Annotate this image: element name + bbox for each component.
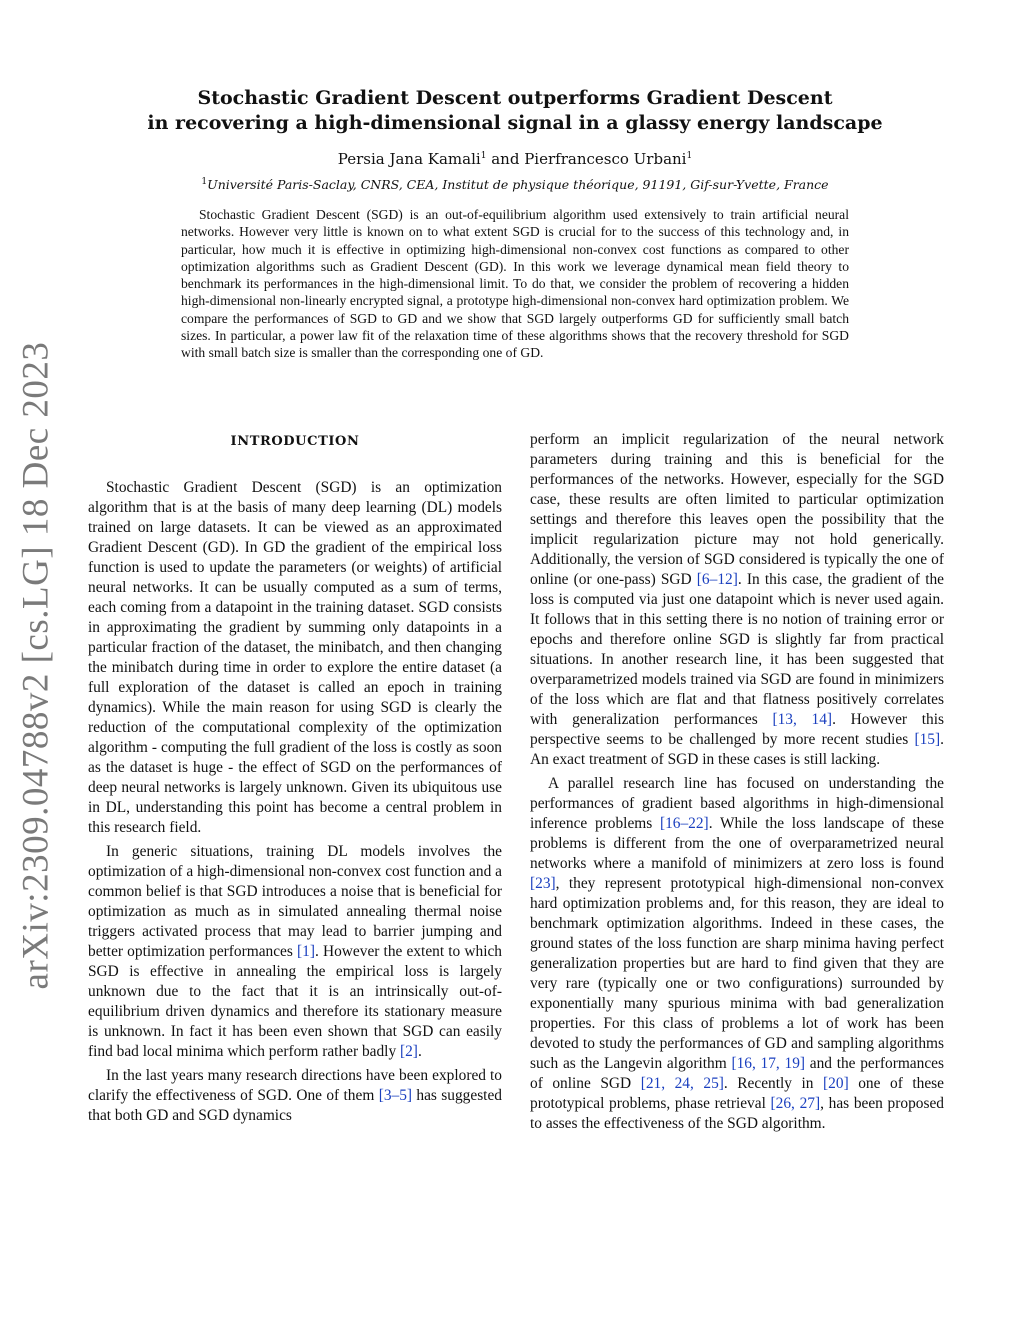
author-list: [130, 150, 900, 168]
citation-link[interactable]: [6–12]: [696, 571, 738, 588]
paragraph: [530, 430, 944, 770]
citation-link[interactable]: [13, 14]: [772, 711, 833, 728]
citation-link[interactable]: [16–22]: [659, 815, 709, 832]
left-column: [88, 430, 502, 1130]
affiliation-text: Université Paris-Saclay, CNRS, CEA, Institut de physique théorique, 91191, Gif-sur-Yvette, France: [207, 177, 829, 193]
citation-link[interactable]: [1]: [297, 943, 315, 960]
paragraph-text: , they represent prototypical high-dimensional non-convex hard optimization problems and, for this reason, they are ideal to benchmark optimization algorithms. Indeed in these cases, the ground states of the loss function are sharp minima having perfect generalization properties but are hard to find given that they are very rare (typically one or two configurations) surrounded by exponentially many spurious minima with bad generalization properties. For this class of problems a lot of work has been devoted to study the performances of GD and sampling algorithms such as the Langevin algorithm: [530, 875, 944, 1072]
paragraph-text: has suggested that both GD and SGD dynamics: [88, 1087, 502, 1124]
section-heading: INTRODUCTION: [230, 434, 360, 449]
paragraph: Stochastic Gradient Descent (SGD) is an optimization algorithm that is at the basis of many deep learning (DL) models trained on large datasets. It can be viewed as an approximated Gradient Descent (GD). In GD the gradient of the empirical loss function is used to update the parameters (or weights) of artificial neural networks. It can be usually computed as a sum of terms, each coming from a datapoint in the training dataset. SGD consists in approximating the gradient by summing only datapoints in a particular fraction of the dataset, the minibatch, and then changing the minibatch during time in order to explore the entire dataset (a full exploration of the dataset is called an epoch in training dynamics). While the main reason for using SGD is clearly the reduction of the computational complexity of the optimization algorithm - computing the full gradient of the loss is costly as soon as the dataset is huge - the effect of SGD on the performances of deep neural networks is largely unknown. Given its ubiquitous use in DL, understanding this point has become a central problem in this research field.: [88, 479, 502, 836]
right-column: [530, 430, 944, 1138]
arxiv-identifier-text: arXiv:2309.04788v2 [cs.LG] 18 Dec 2023: [15, 341, 57, 989]
citation-link[interactable]: [2]: [399, 1043, 418, 1060]
paragraph-text: one of these prototypical problems, phase retrieval: [530, 1075, 944, 1112]
paragraph-text: . An exact treatment of SGD in these cases is still lacking.: [530, 731, 944, 768]
citation-link[interactable]: [16, 17, 19]: [731, 1055, 806, 1072]
paragraph-text: . While the loss landscape of these problems is different from the one of overparametrized neural networks where a manifold of minimizers at zero loss is found: [530, 815, 944, 872]
author-affiliation-mark: 1: [686, 151, 693, 161]
author-connector: and: [491, 150, 520, 168]
citation-link[interactable]: [26, 27]: [770, 1095, 821, 1112]
paragraph-text: and the performances of online SGD: [530, 1055, 944, 1092]
paragraph-text: . However the extent to which SGD is effective in annealing the empirical loss is largely unknown due to the fact that it is an intrinsically out-of-equilibrium driven dynamics and therefore its stationary measure is unknown. In fact it has been even shown that SGD can easily find bad local minima which perform rather badly: [88, 943, 503, 1060]
affiliation: [130, 177, 900, 192]
paper-title: [130, 86, 900, 136]
paragraph-text: . Recently in: [723, 1075, 824, 1092]
paragraph-text: .: [417, 1043, 422, 1060]
arxiv-identifier-stamp: [6, 341, 66, 989]
author-name: Pierfrancesco Urbani: [524, 150, 687, 168]
author-name: Persia Jana Kamali: [337, 150, 481, 168]
paragraph: [530, 774, 944, 1134]
paragraph-text: , has been proposed to asses the effectiveness of the SGD algorithm.: [530, 1095, 944, 1132]
citation-link[interactable]: [3–5]: [378, 1087, 413, 1104]
affiliation-mark: 1: [201, 177, 208, 187]
paragraph-text: . In this case, the gradient of the loss is computed via just one datapoint which is never used again. It follows that in this setting there is no notion of training error or epochs and therefore online SGD is slightly far from practical situations. In another research line, it has been suggested that overparametrized models trained via SGD are found in minimizers of the loss which are flat and that flatness positively correlates with generalization performances: [530, 571, 944, 728]
citation-link[interactable]: [23]: [530, 875, 556, 892]
citation-link[interactable]: [21, 24, 25]: [640, 1075, 724, 1092]
paragraph-text: In generic situations, training DL models involves the optimization of a high-dimensional non-convex cost function and a common belief is that SGD introduces a noise that is beneficial for optimization as much as in simulated annealing thermal noise triggers activated process that may lead to barrier jumping and better optimization performances: [88, 843, 502, 960]
paragraph: [88, 842, 502, 1062]
title-line-2: in recovering a high-dimensional signal in a glassy energy landscape: [147, 112, 883, 134]
paragraph-text: A parallel research line has focused on understanding the performances of gradient based algorithms in high-dimensional inference problems: [530, 775, 944, 832]
abstract: Stochastic Gradient Descent (SGD) is an out-of-equilibrium algorithm used extensively to train artificial neural networks. However very little is known on to what extent SGD is crucial for to the success of this technology and, in particular, how much it is effective in optimizing high-dimensional non-convex cost functions as compared to other optimization algorithms such as Gradient Descent (GD). In this work we leverage dynamical mean field theory to benchmark its performances in the high-dimensional limit. To do that, we consider the problem of recovering a hidden high-dimensional non-linearly encrypted signal, a prototype high-dimensional non-convex hard optimization problem. We compare the performances of SGD to GD and we show that SGD largely outperforms GD for sufficiently small batch sizes. In particular, a power law fit of the relaxation time of these algorithms shows that the recovery threshold for SGD with small batch size is smaller than the corresponding one of GD.: [181, 207, 849, 361]
title-line-1: Stochastic Gradient Descent outperforms Gradient Descent: [197, 87, 833, 109]
author-affiliation-mark: 1: [480, 151, 487, 161]
paragraph-text: perform an implicit regularization of the neural network parameters during training and this is beneficial for the performances of the networks. However, especially for the SGD case, these results are often limited to particular optimization settings and therefore this leaves open the possibility that the implicit regularization picture may not hold generically. Additionally, the version of SGD considered is typically the one of online (or one-pass) SGD: [530, 431, 944, 588]
citation-link[interactable]: [20]: [823, 1075, 849, 1092]
paragraph-text: . However this perspective seems to be challenged by more recent studies: [530, 711, 944, 748]
paragraph: [88, 1066, 502, 1126]
citation-link[interactable]: [15]: [914, 731, 941, 748]
paragraph-text: In the last years many research directions have been explored to clarify the effectiveness of SGD. One of them: [88, 1067, 502, 1104]
